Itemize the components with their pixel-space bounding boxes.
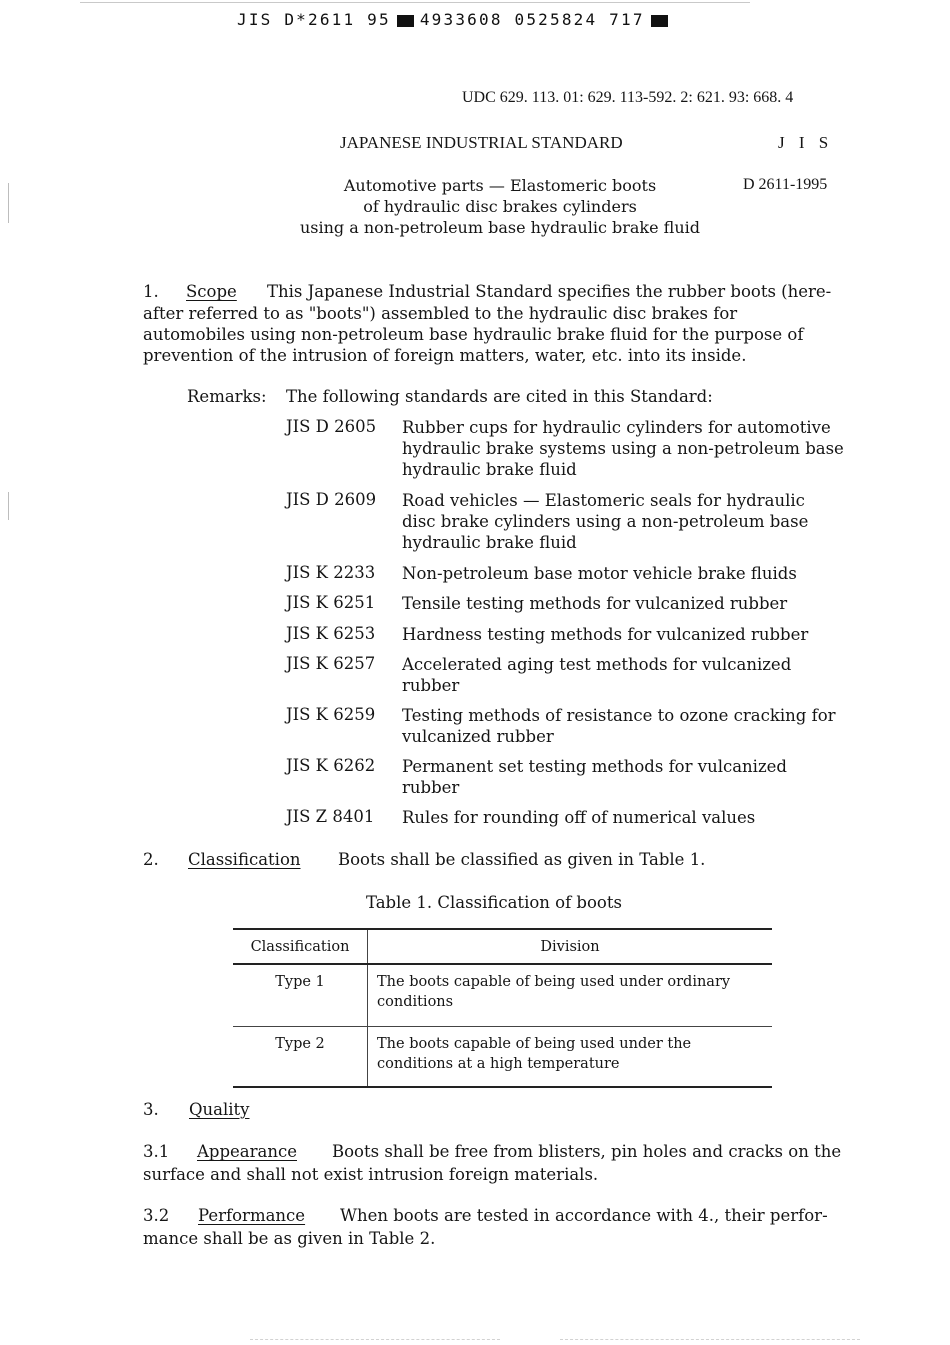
header-left-code: JIS D*2611 95 [237,10,391,29]
header-block-mark [397,15,414,27]
ref-title: Testing methods of resistance to ozone cracking for vulcanized rubber [402,706,836,746]
ref-code: JIS D 2605 [286,417,377,436]
performance-text-line: When boots are tested in accordance with 4., their perfor- [340,1206,828,1225]
scope-number: 1. [143,282,159,301]
classification-table [233,928,772,1088]
ref-title: Hardness testing methods for vulcanized rubber [402,625,809,644]
document-header-code [237,10,674,29]
standard-heading: JAPANESE INDUSTRIAL STANDARD [340,133,623,152]
classification-heading: Classification [188,850,301,869]
ref-title: Permanent set testing methods for vulcanized rubber [402,757,787,797]
standard-title-line: using a non-petroleum base hydraulic brake fluid [299,218,701,237]
performance-text-line: mance shall be as given in Table 2. [143,1229,436,1248]
table-row [233,1027,772,1088]
ref-code: JIS K 6251 [286,593,376,612]
ref-title: Accelerated aging test methods for vulcanized rubber [402,655,792,695]
ref-code: JIS K 6257 [286,654,376,673]
remarks-label: Remarks: [187,387,267,406]
classification-number: 2. [143,850,159,869]
scope-text-line: This Japanese Industrial Standard specifies the rubber boots (here- [267,282,832,301]
appearance-text-line: Boots shall be free from blisters, pin holes and cracks on the [332,1142,842,1161]
scan-margin-mark [8,492,9,520]
table-cell-type: Type 1 [233,964,368,1027]
table-header-division: Division [368,929,773,964]
table-cell-type: Type 2 [233,1027,368,1088]
ref-title: Non-petroleum base motor vehicle brake fluids [402,564,797,583]
table-cell-division: The boots capable of being used under ordinary conditions [368,964,773,1027]
header-block-mark [651,15,668,27]
udc-number: UDC 629. 113. 01: 629. 113-592. 2: 621. 93: 668. 4 [462,89,794,106]
scope-text-line: after referred to as "boots") assembled to the hydraulic disc brakes for [143,304,738,323]
table-header-classification: Classification [233,929,368,964]
header-right-code: 4933608 0525824 717 [419,10,645,29]
performance-heading: Performance [198,1206,306,1225]
classification-text: Boots shall be classified as given in Table 1. [338,850,706,869]
remarks-intro: The following standards are cited in this Standard: [286,387,713,406]
standard-number: D 2611-1995 [743,176,828,193]
ref-title: Tensile testing methods for vulcanized rubber [402,594,788,613]
ref-title: Rubber cups for hydraulic cylinders for automotive hydraulic brake systems using a non-petroleum base hydraulic brake fluid [402,418,844,479]
ref-code: JIS Z 8401 [286,807,375,826]
standard-title-line: of hydraulic disc brakes cylinders [363,197,637,216]
performance-number: 3.2 [143,1206,170,1225]
scan-bottom-rule [560,1339,860,1340]
quality-number: 3. [143,1100,159,1119]
scope-text-line: automobiles using non-petroleum base hydraulic brake fluid for the purpose of [143,325,804,344]
standard-title-line: Automotive parts — Elastomeric boots [343,176,657,195]
table-header-row [233,929,772,964]
ref-title: Road vehicles — Elastomeric seals for hydraulic disc brake cylinders using a non-petroleum base hydraulic brake fluid [402,491,809,552]
appearance-text-line: surface and shall not exist intrusion foreign materials. [143,1165,599,1184]
appearance-heading: Appearance [197,1142,297,1161]
scan-bottom-rule [250,1339,500,1340]
table-row [233,964,772,1027]
ref-code: JIS K 2233 [286,563,376,582]
scan-margin-mark [8,183,9,223]
table1-caption: Table 1. Classification of boots [366,893,622,912]
scope-heading: Scope [186,282,237,301]
standard-abbr: J I S [778,133,834,152]
ref-code: JIS K 6253 [286,624,376,643]
ref-code: JIS K 6262 [286,756,376,775]
quality-heading: Quality [189,1100,250,1119]
ref-title: Rules for rounding off of numerical values [402,808,756,827]
scope-text-line: prevention of the intrusion of foreign matters, water, etc. into its inside. [143,346,747,365]
appearance-number: 3.1 [143,1142,170,1161]
ref-code: JIS D 2609 [286,490,377,509]
scan-top-rule [80,2,750,3]
ref-code: JIS K 6259 [286,705,376,724]
table-cell-division: The boots capable of being used under the conditions at a high temperature [368,1027,773,1088]
